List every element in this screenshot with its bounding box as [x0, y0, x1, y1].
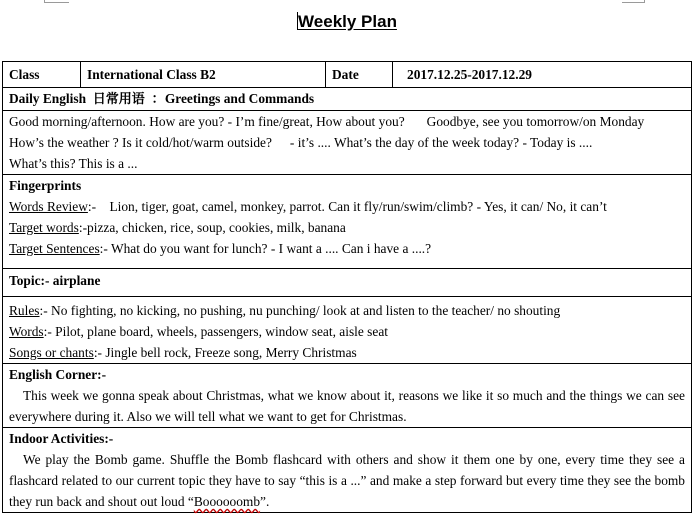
indoor-text-main: We play the Bomb game. Shuffle the Bomb flashcard with others and show it them one by one, every time they see a flashcard related to our current topic they have to say “this is a ...” and make a step forward but every time they see the bomb they run back and shout out loud “ [9, 452, 685, 509]
rules-label: Rules [9, 303, 40, 318]
indoor-text-end: ”. [260, 494, 270, 509]
target-sentences-label: Target Sentences [9, 241, 100, 256]
day-line: - it’s .... What’s the day of the week today? - Today is .... [289, 135, 593, 150]
daily-english-body-row [3, 111, 692, 175]
indoor-activities-heading: Indoor Activities:- [9, 431, 114, 446]
songs-label: Songs or chants [9, 345, 94, 360]
spellcheck-word: Boooooomb [193, 494, 261, 509]
daily-english-chinese: 日常用语 [92, 92, 145, 107]
class-label: Class [3, 62, 81, 88]
rules-row [3, 297, 692, 364]
fingerprints-cell [3, 175, 692, 269]
words-review-text: :- Lion, tiger, goat, camel, monkey, parrot. Can it fly/run/swim/climb? - Yes, it can/ No, it can’t [87, 199, 607, 214]
topic-label: Topic:- [9, 273, 53, 288]
header-row [3, 62, 692, 88]
english-corner-text: This week we gonna speak about Christmas, what we know about it, reasons we like it so much and the things we can see everywhere during it. Also we will tell what we want to get for Christmas. [9, 388, 685, 424]
weekly-plan-table [2, 61, 692, 513]
daily-english-body [3, 111, 692, 175]
page-title-text: Weekly Plan [298, 12, 397, 31]
target-words-text: :-pizza, chicken, rice, soup, cookies, milk, banana [78, 220, 346, 235]
this-line: What’s this? This is a ... [9, 156, 138, 171]
rules-cell [3, 297, 692, 364]
class-value: International Class B2 [81, 62, 326, 88]
topic-value: airplane [52, 273, 101, 288]
target-sentences-text: :- What do you want for lunch? - I want a .... Can i have a ....? [99, 241, 432, 256]
fingerprints-row [3, 175, 692, 269]
english-corner-heading: English Corner:- [9, 367, 107, 382]
page-corner-mark-right [622, 0, 645, 3]
words-review-label: Words Review [9, 199, 88, 214]
target-words-label: Target words [9, 220, 79, 235]
topic-cell [3, 269, 692, 297]
indoor-activities-row [3, 428, 692, 513]
daily-english-title: Daily English [9, 91, 87, 106]
words-text: :- Pilot, plane board, wheels, passengers, window seat, aisle seat [43, 324, 388, 339]
daily-english-heading [3, 88, 692, 111]
songs-text: :- Jingle bell rock, Freeze song, Merry Christmas [93, 345, 357, 360]
fingerprints-heading: Fingerprints [9, 178, 82, 193]
goodbye-line: Goodbye, see you tomorrow/on Monday [426, 114, 645, 129]
daily-english-topic: ：Greetings and Commands [151, 91, 315, 106]
english-corner-cell [3, 364, 692, 428]
topic-row [3, 269, 692, 297]
daily-english-heading-row [3, 88, 692, 111]
words-label: Words [9, 324, 44, 339]
date-value: 2017.12.25-2017.12.29 [393, 62, 692, 88]
weather-line: How’s the weather ? Is it cold/hot/warm outside? [9, 135, 272, 150]
indoor-activities-cell [3, 428, 692, 513]
rules-text: :- No fighting, no kicking, no pushing, nu punching/ look at and listen to the teacher/ no shouting [39, 303, 561, 318]
page-corner-mark-left [44, 0, 69, 3]
page-title [0, 12, 694, 32]
english-corner-row [3, 364, 692, 428]
date-label: Date [326, 62, 393, 88]
indoor-activities-text [9, 449, 685, 512]
greeting-line: Good morning/afternoon. How are you? - I’m fine/great, How about you? [9, 114, 405, 129]
